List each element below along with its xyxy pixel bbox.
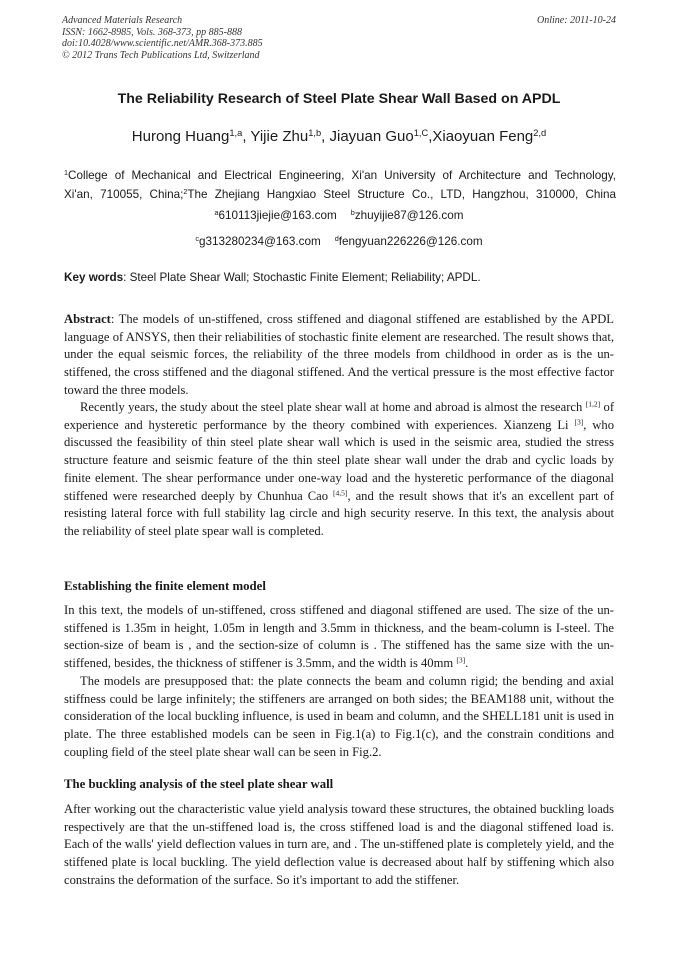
affil-text: Xi'an, 710055, China;	[64, 188, 184, 201]
author-name: Yijie Zhu	[250, 128, 309, 145]
body-text: In this text, the models of un-stiffened, cross stiffened and diagonal stiffened are used. The size of the un-stiffened is 1.35m in height, 1.05m in length and 3.5mm in thickness, and the beam-column is I-steel. The section-size of beam is , and the section-size of column is . The stiffened has the same size with the un-stiffened, besides, the thickness of stiffener is 3.5mm, and the width is 40mm	[64, 603, 614, 671]
body-text: Recently years, the study about the steel plate shear wall at home and abroad is almost the research	[80, 400, 583, 414]
journal-name: Advanced Materials Research	[62, 15, 183, 26]
affiliation-line	[64, 166, 616, 185]
doi-line: doi:10.4028/www.scientific.net/AMR.368-373.885	[62, 38, 263, 50]
copyright-line: © 2012 Trans Tech Publications Ltd, Switzerland	[62, 49, 260, 61]
body-text: .	[465, 656, 469, 671]
email-sup: a	[214, 208, 219, 218]
keywords	[64, 271, 624, 284]
citation-ref: [3]	[456, 655, 466, 665]
author-affil-sup: 2,d	[533, 127, 547, 138]
abstract-paragraph	[64, 311, 614, 400]
citation-ref: [1,2]	[585, 399, 601, 409]
journal-header	[62, 15, 616, 61]
email-link[interactable]: zhuyijie87@126.com	[354, 209, 464, 222]
paper-title: The Reliability Research of Steel Plate Shear Wall Based on APDL	[117, 91, 561, 107]
body-text: The models are presupposed that: the plate connects the beam and column rigid; the bending and axial stiffness could be large infinitely; the stiffeners are arranged on both sides; the BEAM188 unit, without the consideration of the local buckling influence, is used in beam and column, and the SHELL181 unit is used in plate. The three established models can be seen in Fig.1(a) to Fig.1(c), and the constrain conditions and coupling field of the steel plate shear wall can be seen in Fig.2.	[64, 674, 614, 759]
section-heading: The buckling analysis of the steel plate shear wall	[64, 777, 334, 791]
author-name: Xiaoyuan Feng	[432, 128, 534, 145]
affil-sup: 2	[183, 187, 188, 197]
affil-text: College of Mechanical and Electrical Engineering, Xi'an University of Architecture and Technology,	[68, 169, 616, 182]
issn-line: ISSN: 1662-8985, Vols. 368-373, pp 885-888	[62, 26, 242, 38]
email-link[interactable]: 610113jiejie@163.com	[218, 209, 337, 222]
body-paragraph	[64, 801, 614, 890]
abstract-label: Abstract	[64, 312, 111, 326]
section-heading: Establishing the finite element model	[64, 579, 266, 593]
body-paragraph	[64, 673, 614, 762]
affiliation-line	[64, 185, 616, 204]
author-affil-sup: 1,b	[308, 127, 322, 138]
email-link[interactable]: g313280234@163.com	[199, 235, 321, 248]
author-separator: ,	[321, 128, 330, 145]
affil-sup: 1	[64, 168, 69, 178]
email-sup: d	[334, 234, 339, 244]
affiliations	[64, 166, 616, 204]
body-text: of experience and hysteretic performance by the theory combined with experiences. Xianzeng Li	[64, 400, 615, 432]
email-link[interactable]: fengyuan226226@126.com	[338, 235, 483, 248]
online-date: Online: 2011-10-24	[537, 15, 616, 26]
body-text: After working out the characteristic value yield analysis toward these structures, the obtained buckling loads respectively are that the un-stiffened load is, the cross stiffened load is and the diagonal stiffened load is. Each of the walls' yield deflection values in turn are, and . The un-stiffened plate is completely yield, and the stiffened plate is local buckling. The yield deflection value is decreased about half by stiffening which also constrains the deformation of the surface. So it's important to add the stiffener.	[64, 802, 614, 887]
body-text: , and the result shows that it's an excellent part of resisting lateral force with full stability lag circle and high security reserve. In this text, the analysis about the reliability of steel plate spear wall is completed.	[64, 488, 614, 538]
email-sup: c	[195, 234, 200, 244]
author-list	[0, 128, 678, 145]
body-paragraph	[64, 602, 614, 673]
email-row	[0, 209, 678, 222]
author-name: Jiayuan Guo	[329, 128, 414, 145]
author-separator: ,	[428, 128, 433, 145]
keywords-label: Key words	[64, 271, 124, 284]
author-separator: ,	[242, 128, 251, 145]
keywords-text: : Steel Plate Shear Wall; Stochastic Finite Element; Reliability; APDL.	[123, 271, 481, 284]
affil-text: The Zhejiang Hangxiao Steel Structure Co., LTD, Hangzhou, 310000, China	[187, 188, 616, 201]
citation-ref: [4,5]	[332, 487, 348, 497]
intro-paragraph	[64, 399, 614, 541]
email-row	[0, 235, 678, 248]
author-affil-sup: 1,C	[413, 127, 429, 138]
body-text: , who discussed the feasibility of thin steel plate shear wall which is used in the seismic area, studied the stress structure feature and seismic feature of the thin steel plate shear wall under the drab and cyclic loads by finite element. The shear performance under one-way load and the hysteretic performance of the diagonal stiffened were researched deeply by Chunhua Cao	[64, 417, 614, 503]
author-name: Hurong Huang	[131, 128, 230, 145]
author-affil-sup: 1,a	[229, 127, 243, 138]
email-sup: b	[350, 208, 355, 218]
citation-ref: [3]	[574, 417, 584, 427]
abstract-text: : The models of un-stiffened, cross stiffened and diagonal stiffened are established by the APDL language of ANSYS, then their reliabilities of stochastic finite element are researched. The result shows that, under the equal seismic forces, the reliability of the three models from childhood in order as is the un-stiffened, the cross stiffened and the diagonal stiffened. And the vertical pressure is the most effective factor toward the three models.	[64, 312, 614, 397]
